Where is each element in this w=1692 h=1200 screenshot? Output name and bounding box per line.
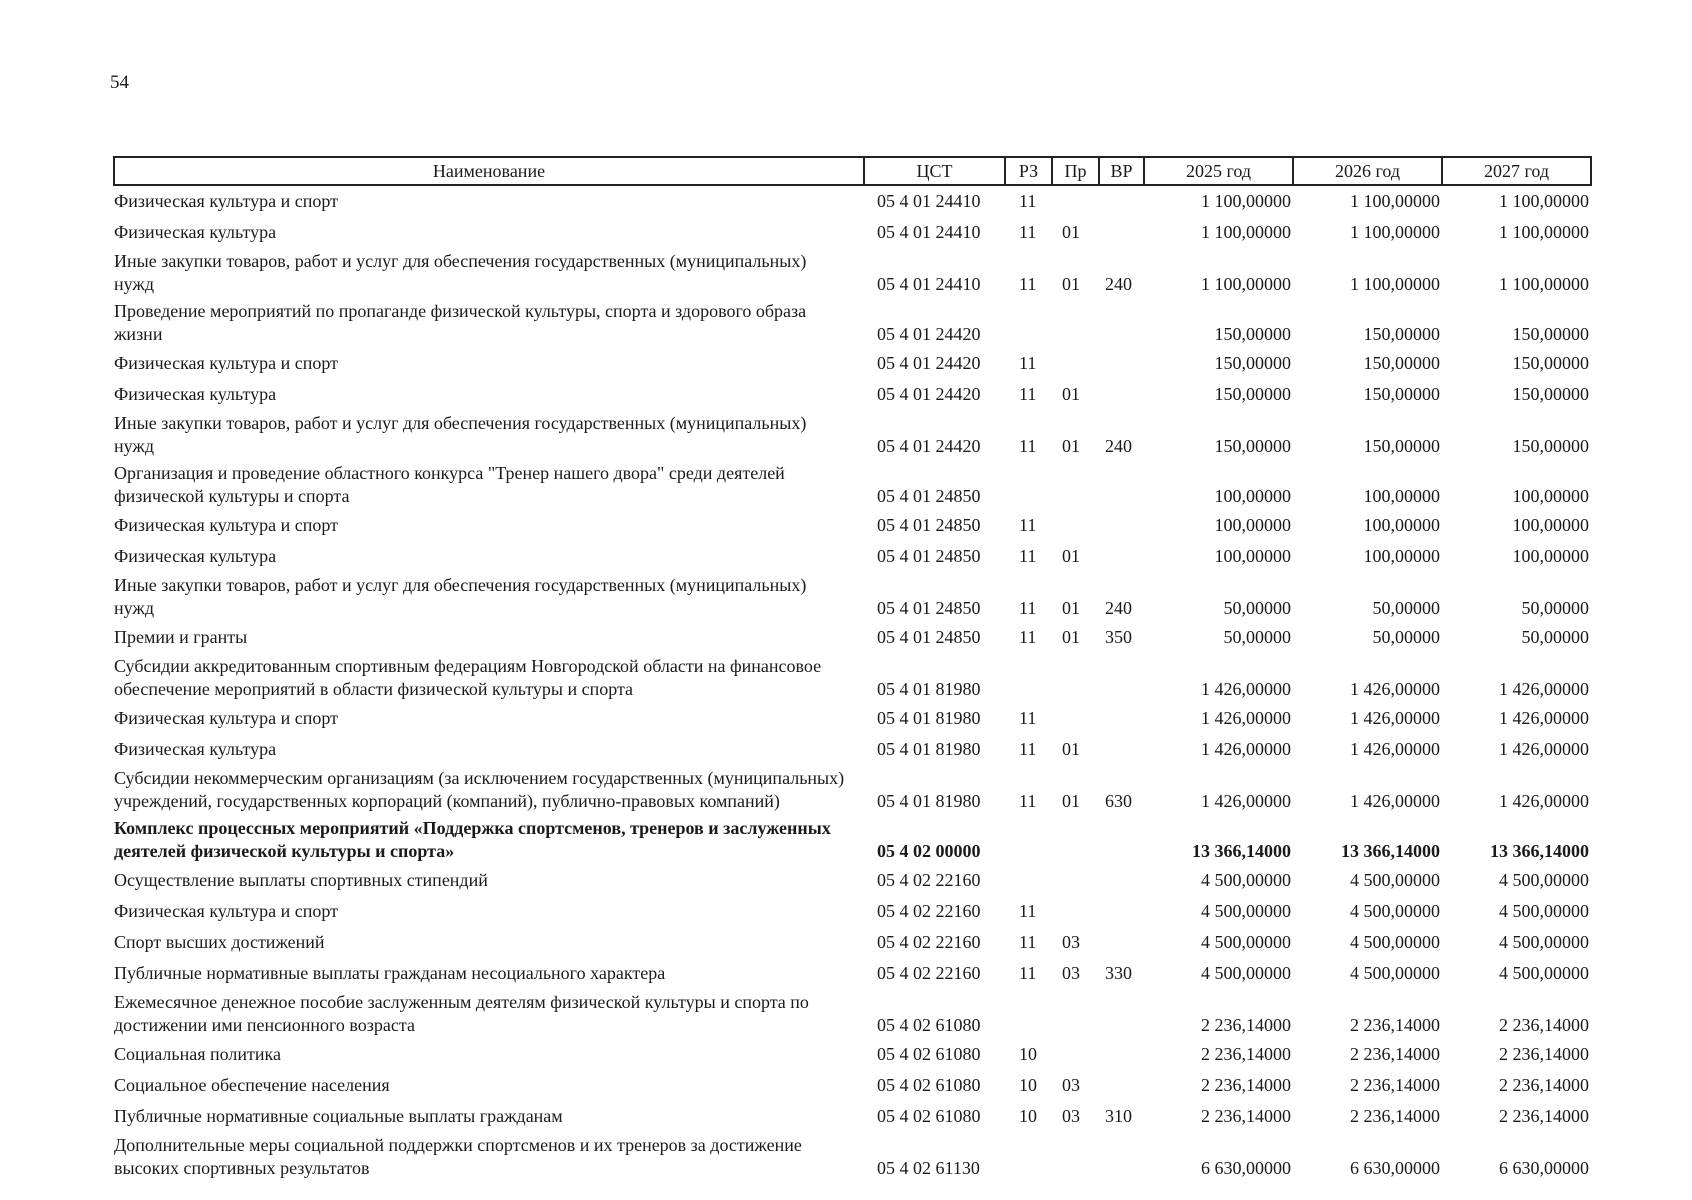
table-row: [114, 653, 1591, 703]
row-rz: [1005, 865, 1052, 896]
row-cst: 05 4 01 24410: [877, 222, 981, 242]
row-value-2026: 1 100,00000: [1350, 191, 1440, 211]
row-value-2025: 1 426,00000: [1201, 679, 1291, 699]
row-value-2025: 1 426,00000: [1201, 708, 1291, 728]
row-value-2025: 100,00000: [1214, 515, 1291, 535]
row-pr: 01: [1062, 222, 1080, 242]
row-rz: 10: [1019, 1044, 1037, 1064]
row-value-2027: 1 426,00000: [1499, 739, 1589, 759]
table-row: [114, 734, 1591, 765]
row-vr: [1099, 927, 1144, 958]
row-pr: 03: [1062, 1106, 1080, 1126]
row-vr: [1099, 185, 1144, 217]
row-name: Спорт высших достижений: [114, 932, 325, 952]
row-cst: 05 4 01 24410: [877, 274, 981, 294]
row-rz: 11: [1019, 436, 1037, 456]
table-row: [114, 248, 1591, 298]
row-value-2027: 1 100,00000: [1499, 191, 1589, 211]
row-rz: [1005, 460, 1052, 510]
row-rz: 11: [1019, 598, 1037, 618]
row-vr: [1099, 865, 1144, 896]
row-cst: 05 4 01 24420: [877, 324, 981, 344]
row-value-2027: 1 100,00000: [1499, 222, 1589, 242]
row-name: Иные закупки товаров, работ и услуг для обеспечения государственных (муниципальных) нужд: [114, 575, 807, 618]
row-vr: [1099, 734, 1144, 765]
row-name: Публичные нормативные выплаты гражданам несоциального характера: [114, 963, 666, 983]
table-row: [114, 815, 1591, 865]
row-pr: 01: [1062, 436, 1080, 456]
row-vr: [1099, 217, 1144, 248]
row-rz: 11: [1019, 222, 1037, 242]
row-value-2025: 1 426,00000: [1201, 791, 1291, 811]
row-pr: 03: [1062, 1075, 1080, 1095]
row-name: Иные закупки товаров, работ и услуг для обеспечения государственных (муниципальных) нужд: [114, 413, 807, 456]
row-vr: 240: [1105, 274, 1132, 294]
row-value-2025: 4 500,00000: [1201, 932, 1291, 952]
row-value-2026: 100,00000: [1363, 515, 1440, 535]
row-vr: [1099, 896, 1144, 927]
row-cst: 05 4 01 24850: [877, 546, 981, 566]
table-row: [114, 217, 1591, 248]
row-cst: 05 4 02 22160: [877, 963, 981, 983]
row-value-2026: 150,00000: [1363, 324, 1440, 344]
row-pr: 01: [1062, 384, 1080, 404]
row-vr: [1099, 1070, 1144, 1101]
row-vr: 240: [1105, 598, 1132, 618]
row-value-2027: 1 426,00000: [1499, 679, 1589, 699]
row-vr: [1099, 379, 1144, 410]
table-row: [114, 896, 1591, 927]
row-name: Дополнительные меры социальной поддержки спортсменов и их тренеров за достижение высоких спортивных результатов: [114, 1135, 802, 1178]
row-value-2025: 2 236,14000: [1201, 1044, 1291, 1064]
row-value-2027: 4 500,00000: [1499, 932, 1589, 952]
row-value-2026: 1 426,00000: [1350, 679, 1440, 699]
row-pr: [1052, 185, 1099, 217]
row-value-2026: 4 500,00000: [1350, 932, 1440, 952]
header-2025: 2025 год: [1144, 157, 1293, 185]
row-name: Физическая культура: [114, 222, 277, 242]
row-value-2025: 13 366,14000: [1192, 841, 1291, 861]
row-value-2025: 150,00000: [1214, 324, 1291, 344]
row-rz: 10: [1019, 1106, 1037, 1126]
table-row: [114, 958, 1591, 989]
row-name: Физическая культура: [114, 546, 277, 566]
row-value-2025: 150,00000: [1214, 436, 1291, 456]
row-name: Физическая культура и спорт: [114, 191, 339, 211]
row-value-2026: 50,00000: [1372, 598, 1440, 618]
header-rz: РЗ: [1005, 157, 1052, 185]
row-value-2025: 4 500,00000: [1201, 963, 1291, 983]
row-rz: 11: [1019, 384, 1037, 404]
row-vr: [1099, 348, 1144, 379]
row-name: Организация и проведение областного конкурса "Тренер нашего двора" среди деятелей физической культуры и спорта: [114, 463, 785, 506]
row-cst: 05 4 01 24420: [877, 384, 981, 404]
row-name: Комплекс процессных мероприятий «Поддержка спортсменов, тренеров и заслуженных деятелей физической культуры и спорта»: [114, 818, 831, 861]
row-value-2025: 1 100,00000: [1201, 274, 1291, 294]
table-row: [114, 622, 1591, 653]
row-rz: [1005, 815, 1052, 865]
row-cst: 05 4 01 24410: [877, 191, 981, 211]
row-value-2026: 6 630,00000: [1350, 1158, 1440, 1178]
row-vr: [1099, 1132, 1144, 1182]
row-pr: [1052, 896, 1099, 927]
table-header: [114, 157, 1591, 185]
table-row: [114, 460, 1591, 510]
table-row: [114, 989, 1591, 1039]
row-value-2026: 2 236,14000: [1350, 1106, 1440, 1126]
row-value-2027: 1 426,00000: [1499, 791, 1589, 811]
row-pr: [1052, 703, 1099, 734]
row-value-2025: 100,00000: [1214, 546, 1291, 566]
row-value-2027: 150,00000: [1512, 324, 1589, 344]
row-vr: [1099, 703, 1144, 734]
row-cst: 05 4 01 24850: [877, 627, 981, 647]
row-name: Субсидии аккредитованным спортивным федерациям Новгородской области на финансовое обеспечение мероприятий в области физической культуры и спорта: [114, 656, 822, 699]
row-cst: 05 4 02 22160: [877, 901, 981, 921]
row-value-2026: 150,00000: [1363, 353, 1440, 373]
row-name: Социальная политика: [114, 1044, 281, 1064]
row-value-2026: 4 500,00000: [1350, 963, 1440, 983]
row-rz: [1005, 653, 1052, 703]
row-pr: [1052, 865, 1099, 896]
row-value-2026: 150,00000: [1363, 384, 1440, 404]
row-vr: [1099, 989, 1144, 1039]
row-value-2026: 13 366,14000: [1341, 841, 1440, 861]
row-vr: 630: [1105, 791, 1132, 811]
row-pr: [1052, 989, 1099, 1039]
row-rz: 11: [1019, 515, 1037, 535]
row-value-2025: 150,00000: [1214, 353, 1291, 373]
row-value-2026: 4 500,00000: [1350, 870, 1440, 890]
row-value-2027: 150,00000: [1512, 384, 1589, 404]
row-value-2025: 50,00000: [1223, 598, 1291, 618]
row-cst: 05 4 02 00000: [877, 841, 981, 861]
row-name: Осуществление выплаты спортивных стипендий: [114, 870, 488, 890]
row-value-2027: 2 236,14000: [1499, 1015, 1589, 1035]
row-rz: 11: [1019, 739, 1037, 759]
row-pr: [1052, 348, 1099, 379]
row-value-2027: 150,00000: [1512, 353, 1589, 373]
table-row: [114, 1070, 1591, 1101]
header-vr: ВР: [1099, 157, 1144, 185]
header-cst: ЦСТ: [864, 157, 1005, 185]
table-row: [114, 298, 1591, 348]
row-pr: 01: [1062, 791, 1080, 811]
row-name: Физическая культура и спорт: [114, 901, 339, 921]
row-value-2026: 2 236,14000: [1350, 1015, 1440, 1035]
row-value-2027: 4 500,00000: [1499, 901, 1589, 921]
row-rz: 11: [1019, 546, 1037, 566]
row-value-2025: 4 500,00000: [1201, 870, 1291, 890]
row-rz: 11: [1019, 963, 1037, 983]
row-rz: 10: [1019, 1075, 1037, 1095]
row-value-2025: 2 236,14000: [1201, 1015, 1291, 1035]
row-value-2027: 1 100,00000: [1499, 274, 1589, 294]
row-value-2025: 1 100,00000: [1201, 191, 1291, 211]
row-pr: 03: [1062, 963, 1080, 983]
row-value-2026: 4 500,00000: [1350, 901, 1440, 921]
row-cst: 05 4 02 61080: [877, 1106, 981, 1126]
row-vr: [1099, 815, 1144, 865]
row-value-2027: 100,00000: [1512, 486, 1589, 506]
row-cst: 05 4 01 24850: [877, 598, 981, 618]
row-value-2025: 50,00000: [1223, 627, 1291, 647]
row-cst: 05 4 01 24850: [877, 486, 981, 506]
row-vr: [1099, 298, 1144, 348]
row-value-2025: 1 100,00000: [1201, 222, 1291, 242]
row-name: Социальное обеспечение населения: [114, 1075, 390, 1095]
table-body: [114, 185, 1591, 1182]
row-value-2027: 2 236,14000: [1499, 1075, 1589, 1095]
row-vr: [1099, 541, 1144, 572]
row-value-2026: 2 236,14000: [1350, 1075, 1440, 1095]
row-value-2026: 150,00000: [1363, 436, 1440, 456]
row-cst: 05 4 02 22160: [877, 870, 981, 890]
row-value-2025: 2 236,14000: [1201, 1075, 1291, 1095]
row-value-2025: 100,00000: [1214, 486, 1291, 506]
row-cst: 05 4 01 81980: [877, 739, 981, 759]
table-row: [114, 379, 1591, 410]
row-value-2027: 100,00000: [1512, 546, 1589, 566]
table-row: [114, 1101, 1591, 1132]
row-value-2026: 1 426,00000: [1350, 708, 1440, 728]
row-pr: 01: [1062, 598, 1080, 618]
header-2026: 2026 год: [1293, 157, 1442, 185]
row-name: Ежемесячное денежное пособие заслуженным деятелям физической культуры и спорта по достижении ими пенсионного возраста: [114, 992, 809, 1035]
row-value-2026: 50,00000: [1372, 627, 1440, 647]
row-value-2025: 4 500,00000: [1201, 901, 1291, 921]
row-value-2027: 6 630,00000: [1499, 1158, 1589, 1178]
row-name: Публичные нормативные социальные выплаты гражданам: [114, 1106, 563, 1126]
row-vr: 330: [1105, 963, 1132, 983]
row-cst: 05 4 01 81980: [877, 791, 981, 811]
row-pr: [1052, 298, 1099, 348]
row-name: Физическая культура: [114, 384, 277, 404]
row-cst: 05 4 01 24850: [877, 515, 981, 535]
row-rz: 11: [1019, 901, 1037, 921]
row-cst: 05 4 02 61080: [877, 1075, 981, 1095]
row-pr: 01: [1062, 546, 1080, 566]
header-pr: Пр: [1052, 157, 1099, 185]
row-value-2027: 2 236,14000: [1499, 1044, 1589, 1064]
row-rz: 11: [1019, 708, 1037, 728]
row-name: Иные закупки товаров, работ и услуг для обеспечения государственных (муниципальных) нужд: [114, 251, 807, 294]
row-value-2026: 1 100,00000: [1350, 222, 1440, 242]
row-value-2026: 1 100,00000: [1350, 274, 1440, 294]
row-vr: [1099, 460, 1144, 510]
row-rz: [1005, 1132, 1052, 1182]
row-cst: 05 4 02 61130: [877, 1158, 980, 1178]
row-pr: 01: [1062, 627, 1080, 647]
row-pr: [1052, 815, 1099, 865]
row-pr: 01: [1062, 274, 1080, 294]
row-name: Физическая культура и спорт: [114, 515, 339, 535]
budget-table: [113, 156, 1592, 1182]
row-name: Физическая культура и спорт: [114, 353, 339, 373]
row-rz: 11: [1019, 353, 1037, 373]
row-cst: 05 4 01 81980: [877, 679, 981, 699]
row-vr: 240: [1105, 436, 1132, 456]
row-cst: 05 4 02 22160: [877, 932, 981, 952]
row-value-2027: 50,00000: [1521, 598, 1589, 618]
row-value-2027: 1 426,00000: [1499, 708, 1589, 728]
row-value-2026: 1 426,00000: [1350, 791, 1440, 811]
row-vr: [1099, 510, 1144, 541]
table-row: [114, 765, 1591, 815]
row-value-2027: 4 500,00000: [1499, 963, 1589, 983]
row-name: Физическая культура и спорт: [114, 708, 339, 728]
row-pr: [1052, 460, 1099, 510]
row-vr: 310: [1105, 1106, 1132, 1126]
row-value-2026: 1 426,00000: [1350, 739, 1440, 759]
row-value-2027: 2 236,14000: [1499, 1106, 1589, 1126]
table-row: [114, 1132, 1591, 1182]
row-pr: 01: [1062, 739, 1080, 759]
row-value-2025: 150,00000: [1214, 384, 1291, 404]
table-row: [114, 510, 1591, 541]
row-pr: [1052, 510, 1099, 541]
header-name: Наименование: [114, 157, 864, 185]
row-name: Физическая культура: [114, 739, 277, 759]
row-vr: 350: [1105, 627, 1132, 647]
table-row: [114, 927, 1591, 958]
row-value-2027: 150,00000: [1512, 436, 1589, 456]
table-row: [114, 541, 1591, 572]
row-value-2026: 100,00000: [1363, 486, 1440, 506]
row-pr: [1052, 1039, 1099, 1070]
row-pr: [1052, 653, 1099, 703]
row-rz: 11: [1019, 932, 1037, 952]
row-rz: [1005, 989, 1052, 1039]
row-value-2026: 100,00000: [1363, 546, 1440, 566]
row-cst: 05 4 02 61080: [877, 1015, 981, 1035]
row-name: Премии и гранты: [114, 627, 248, 647]
row-vr: [1099, 1039, 1144, 1070]
page-number: 54: [110, 72, 129, 93]
table-row: [114, 348, 1591, 379]
row-cst: 05 4 01 81980: [877, 708, 981, 728]
row-rz: [1005, 298, 1052, 348]
row-cst: 05 4 01 24420: [877, 353, 981, 373]
row-vr: [1099, 653, 1144, 703]
header-2027: 2027 год: [1442, 157, 1591, 185]
table-row: [114, 185, 1591, 217]
table-row: [114, 865, 1591, 896]
row-value-2027: 4 500,00000: [1499, 870, 1589, 890]
row-value-2027: 13 366,14000: [1490, 841, 1589, 861]
row-rz: 11: [1019, 274, 1037, 294]
row-value-2025: 1 426,00000: [1201, 739, 1291, 759]
table-row: [114, 572, 1591, 622]
row-rz: 11: [1019, 627, 1037, 647]
row-rz: 11: [1019, 791, 1037, 811]
row-value-2027: 100,00000: [1512, 515, 1589, 535]
table-row: [114, 1039, 1591, 1070]
row-value-2026: 2 236,14000: [1350, 1044, 1440, 1064]
row-pr: [1052, 1132, 1099, 1182]
table-row: [114, 703, 1591, 734]
row-name: Субсидии некоммерческим организациям (за исключением государственных (муниципальных) учреждений, государственных корпораций (компаний), публично-правовых компаний): [114, 768, 845, 811]
row-value-2025: 2 236,14000: [1201, 1106, 1291, 1126]
table-row: [114, 410, 1591, 460]
row-cst: 05 4 02 61080: [877, 1044, 981, 1064]
row-value-2025: 6 630,00000: [1201, 1158, 1291, 1178]
row-rz: 11: [1019, 191, 1037, 211]
row-value-2027: 50,00000: [1521, 627, 1589, 647]
row-name: Проведение мероприятий по пропаганде физической культуры, спорта и здорового образа жизни: [114, 301, 807, 344]
row-pr: 03: [1062, 932, 1080, 952]
row-cst: 05 4 01 24420: [877, 436, 981, 456]
